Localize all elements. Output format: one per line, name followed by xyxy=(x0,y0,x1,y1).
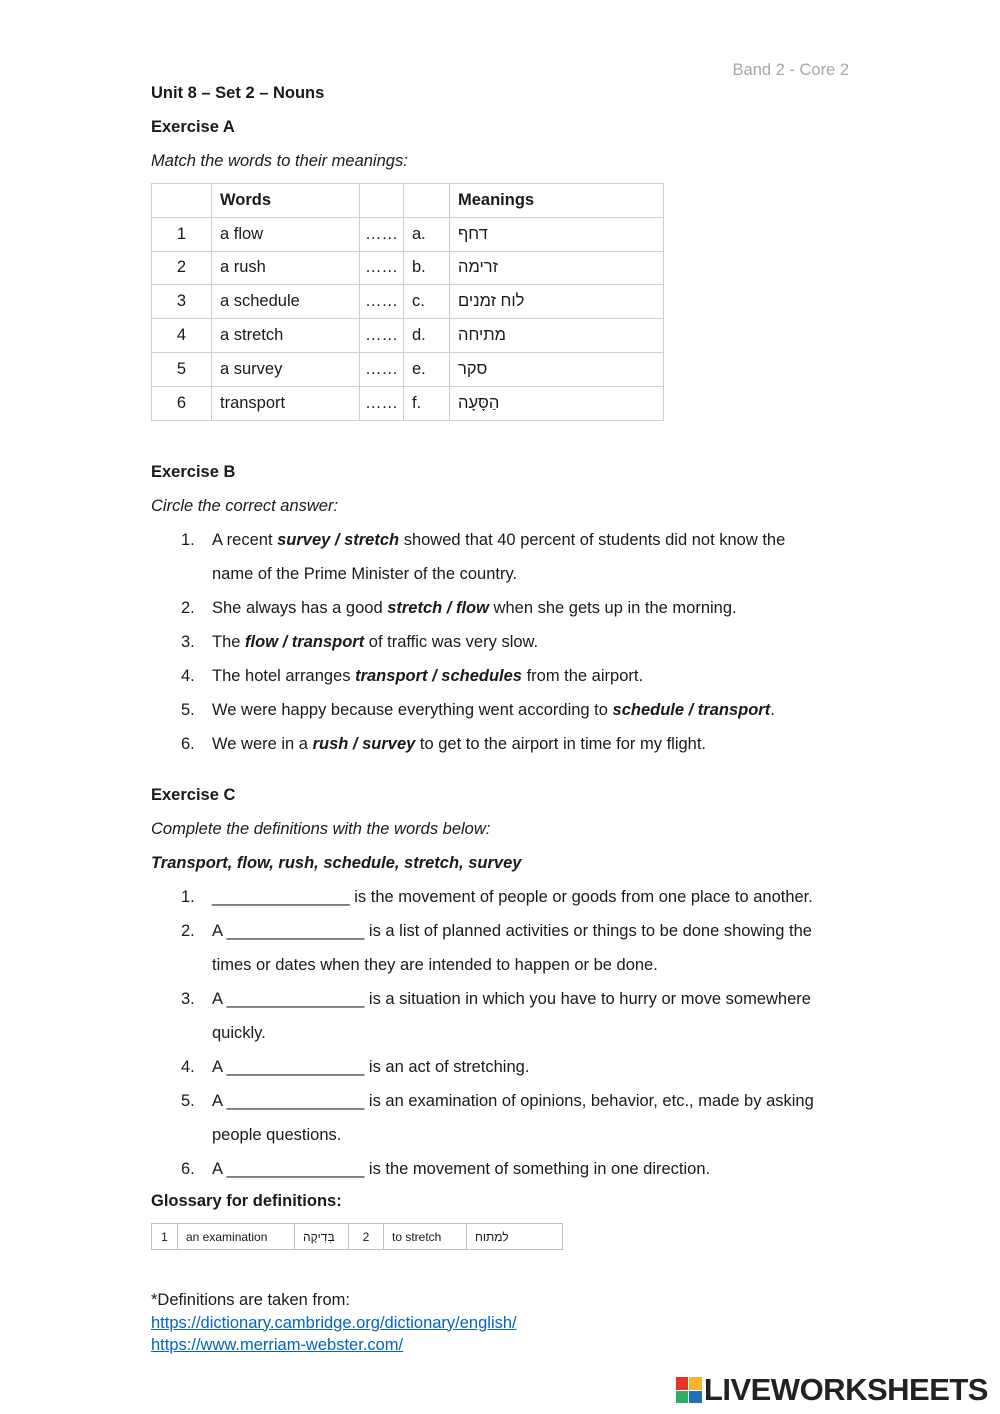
table-row xyxy=(152,217,664,251)
glossary-title: Glossary for definitions: xyxy=(151,1192,342,1210)
item-text-pre: We were happy because everything went according to xyxy=(212,701,613,719)
exercise-a-title: Exercise A xyxy=(151,118,235,136)
item-number: 3. xyxy=(181,990,195,1008)
definition-text[interactable]: A _______________ is an examination of opinions, behavior, etc., made by asking xyxy=(212,1092,814,1110)
item-text-pre: The xyxy=(212,633,246,651)
exercise-b-title: Exercise B xyxy=(151,463,236,481)
exercise-c-list xyxy=(151,880,871,1186)
row-meaning: זרימה xyxy=(458,258,498,277)
header-cell-num xyxy=(152,184,212,218)
item-text-post: when she gets up in the morning. xyxy=(488,599,737,617)
list-item xyxy=(151,1152,871,1186)
definition-text[interactable]: A _______________ is the movement of something in one direction. xyxy=(212,1160,711,1178)
sources-note: *Definitions are taken from: xyxy=(151,1291,351,1309)
definition-text-cont: quickly. xyxy=(212,1024,266,1042)
item-text-pre: The hotel arranges xyxy=(212,667,356,685)
list-item xyxy=(151,523,851,591)
row-letter: b. xyxy=(404,251,450,285)
item-text-cont: name of the Prime Minister of the country. xyxy=(212,565,518,583)
item-text-post: showed that 40 percent of students did not know the xyxy=(399,531,786,549)
answer-blank[interactable]: …… xyxy=(360,386,404,420)
page-title: Unit 8 – Set 2 – Nouns xyxy=(151,84,325,102)
item-number: 2. xyxy=(181,599,195,617)
item-number: 5. xyxy=(181,701,195,719)
table-row xyxy=(152,285,664,319)
glossary-num: 2 xyxy=(349,1224,384,1250)
header-cell-dots xyxy=(360,184,404,218)
list-item xyxy=(151,1084,871,1152)
answer-choice[interactable]: transport / schedules xyxy=(355,667,522,685)
exercise-c-title: Exercise C xyxy=(151,786,236,804)
item-text-pre: We were in a xyxy=(212,735,313,753)
glossary-num: 1 xyxy=(152,1224,178,1250)
table-row xyxy=(152,352,664,386)
header-cell-letter xyxy=(404,184,450,218)
matching-table-header xyxy=(152,184,664,218)
item-text-post: from the airport. xyxy=(521,667,644,685)
answer-blank[interactable]: …… xyxy=(360,285,404,319)
header-band-label: Band 2 - Core 2 xyxy=(732,61,849,79)
list-item xyxy=(151,591,851,625)
item-number: 1. xyxy=(181,888,195,906)
item-number: 4. xyxy=(181,667,195,685)
table-row xyxy=(152,1224,563,1250)
definition-text[interactable]: A _______________ is a list of planned activities or things to be done showing the xyxy=(212,922,812,940)
header-cell-meanings: Meanings xyxy=(450,184,664,218)
row-word: a rush xyxy=(212,251,360,285)
row-letter: c. xyxy=(404,285,450,319)
sources-footer xyxy=(151,1289,517,1357)
row-num: 3 xyxy=(152,285,212,319)
row-word: a survey xyxy=(212,352,360,386)
row-num: 1 xyxy=(152,217,212,251)
glossary-term: to stretch xyxy=(384,1224,467,1250)
header-cell-words: Words xyxy=(212,184,360,218)
row-meaning: מתיחה xyxy=(458,326,507,345)
glossary-table xyxy=(151,1223,563,1250)
row-word: a flow xyxy=(212,217,360,251)
row-meaning: סקר xyxy=(458,359,488,378)
list-item xyxy=(151,727,851,761)
answer-blank[interactable]: …… xyxy=(360,352,404,386)
exercise-b-instruction: Circle the correct answer: xyxy=(151,497,339,515)
row-letter: e. xyxy=(404,352,450,386)
answer-choice[interactable]: flow / transport xyxy=(245,633,365,651)
row-num: 5 xyxy=(152,352,212,386)
item-number: 1. xyxy=(181,531,195,549)
glossary-term: an examination xyxy=(178,1224,295,1250)
answer-choice[interactable]: rush / survey xyxy=(312,735,416,753)
item-number: 6. xyxy=(181,1160,195,1178)
answer-blank[interactable]: …… xyxy=(360,217,404,251)
item-number: 4. xyxy=(181,1058,195,1076)
item-text-pre: A recent xyxy=(212,531,278,549)
glossary-translation: בְּדִיקָה xyxy=(303,1229,335,1244)
item-number: 6. xyxy=(181,735,195,753)
definition-text[interactable]: A _______________ is an act of stretching. xyxy=(212,1058,530,1076)
definition-text[interactable]: A _______________ is a situation in which you have to hurry or move somewhere xyxy=(212,990,811,1008)
definition-text-cont: times or dates when they are intended to happen or be done. xyxy=(212,956,658,974)
row-meaning: דחף xyxy=(458,224,488,243)
list-item xyxy=(151,625,851,659)
row-word: a stretch xyxy=(212,319,360,353)
answer-choice[interactable]: survey / stretch xyxy=(277,531,400,549)
cambridge-link[interactable]: https://dictionary.cambridge.org/dictionary/english/ xyxy=(151,1313,517,1332)
definition-text-cont: people questions. xyxy=(212,1126,342,1144)
table-row xyxy=(152,386,664,420)
row-num: 2 xyxy=(152,251,212,285)
item-number: 2. xyxy=(181,922,195,940)
item-number: 5. xyxy=(181,1092,195,1110)
item-text-post: to get to the airport in time for my flight. xyxy=(415,735,707,753)
exercise-b-list xyxy=(151,523,851,761)
liveworksheets-logo xyxy=(676,1372,988,1408)
answer-blank[interactable]: …… xyxy=(360,319,404,353)
exercise-a-instruction: Match the words to their meanings: xyxy=(151,152,408,170)
item-text-post: of traffic was very slow. xyxy=(364,633,539,651)
item-number: 3. xyxy=(181,633,195,651)
brand-text: LIVEWORKSHEETS xyxy=(703,1372,988,1407)
row-meaning: הַסָּעָה xyxy=(458,393,500,412)
definition-text[interactable]: _______________ is the movement of people or goods from one place to another. xyxy=(212,888,813,906)
row-letter: d. xyxy=(404,319,450,353)
row-letter: f. xyxy=(404,386,450,420)
list-item xyxy=(151,880,871,914)
list-item xyxy=(151,982,871,1050)
merriam-webster-link[interactable]: https://www.merriam-webster.com/ xyxy=(151,1336,404,1354)
list-item xyxy=(151,914,871,982)
matching-table xyxy=(151,183,664,421)
answer-choice[interactable]: stretch / flow xyxy=(387,599,489,617)
row-word: transport xyxy=(212,386,360,420)
table-row xyxy=(152,319,664,353)
item-text-pre: She always has a good xyxy=(212,599,388,617)
list-item xyxy=(151,659,851,693)
table-row xyxy=(152,251,664,285)
answer-choice[interactable]: schedule / transport xyxy=(612,701,771,719)
row-num: 6 xyxy=(152,386,212,420)
glossary-translation: למתוח xyxy=(475,1229,509,1244)
exercise-c-instruction: Complete the definitions with the words below: xyxy=(151,820,491,838)
row-num: 4 xyxy=(152,319,212,353)
answer-blank[interactable]: …… xyxy=(360,251,404,285)
row-letter: a. xyxy=(404,217,450,251)
item-text-post: . xyxy=(770,701,775,719)
list-item xyxy=(151,1050,871,1084)
row-word: a schedule xyxy=(212,285,360,319)
list-item xyxy=(151,693,851,727)
word-bank: Transport, flow, rush, schedule, stretch, survey xyxy=(151,854,522,872)
row-meaning: לוח זמנים xyxy=(458,292,525,311)
liveworksheets-icon xyxy=(676,1377,702,1403)
